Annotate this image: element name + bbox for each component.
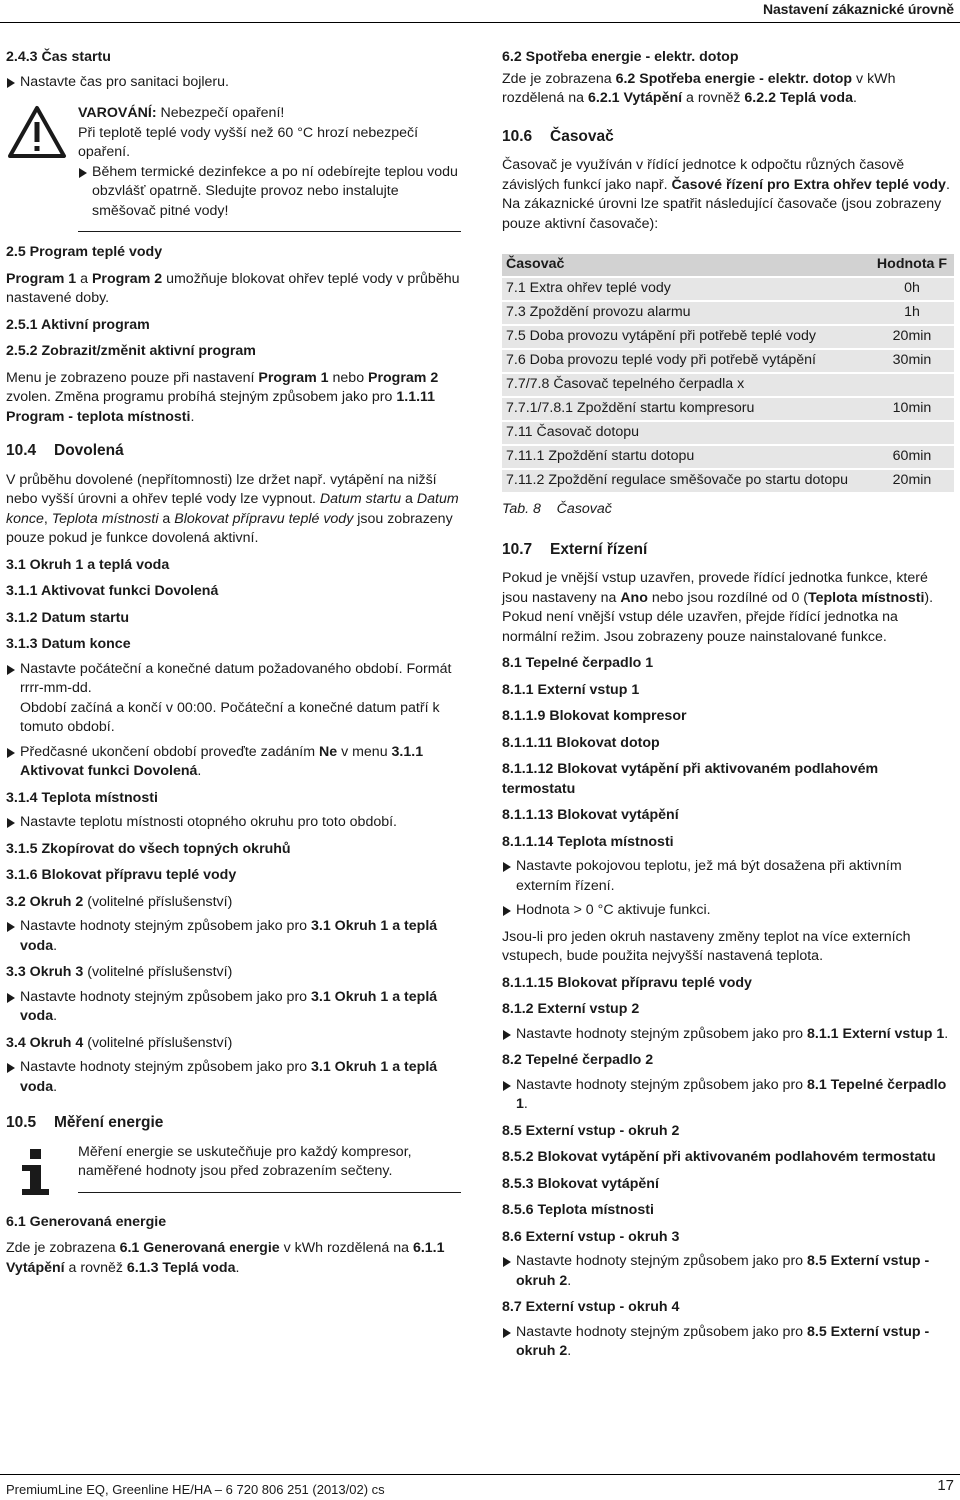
footer-page-number: 17 xyxy=(937,1477,954,1494)
timer-name-cell: 7.11 Časovač dotopu xyxy=(502,422,872,444)
bullet-same-3-4: Nastavte hodnoty stejným způsobem jako pro 3.1 Okruh 1 a teplá voda. xyxy=(6,1058,461,1097)
right-column xyxy=(502,48,954,1362)
timer-value-cell: 1h xyxy=(872,302,954,324)
page-header-title: Nastavení zákaznické úrovně xyxy=(762,1,954,17)
warning-notice xyxy=(6,104,461,232)
menu-8-1: 8.1 Tepelné čerpadlo 1 xyxy=(502,655,654,671)
table-header-cell: Hodnota F xyxy=(872,254,954,276)
menu-8-5-6: 8.5.6 Teplota místnosti xyxy=(502,1202,654,1218)
bullet-room-temp: Nastavte teplotu místnosti otopného okruhu pro toto období. xyxy=(6,813,461,833)
heading-2-4-3: 2.4.3 Čas startu xyxy=(6,49,111,65)
menu-3-1-1: 3.1.1 Aktivovat funkci Dovolená xyxy=(6,583,219,599)
heading-6-1: 6.1 Generovaná energie xyxy=(6,1213,167,1230)
table-row xyxy=(502,374,954,396)
table-row xyxy=(502,446,954,468)
heading-2-5: 2.5 Program teplé vody xyxy=(6,244,163,260)
timer-name-cell: 7.11.1 Zpoždění startu dotopu xyxy=(502,446,872,468)
info-text: Měření energie se uskutečňuje pro každý kompresor, naměřené hodnoty jsou před zobrazením sečteny. xyxy=(78,1143,412,1179)
menu-8-1-1-15: 8.1.1.15 Blokovat přípravu teplé vody xyxy=(502,974,752,991)
para-timer: Časovač je využíván v řídící jednotce k odpočtu různých časově závislých funkcí jako např. Časové řízení pro Extra ohřev teplé vody. Na zákaznické úrovni lze spatřit následující časovače (jsou zobrazeny pouze aktivní časovače): xyxy=(502,157,950,232)
section-10-7: 10.7 Externí řízení xyxy=(502,540,648,558)
heading-6-2: 6.2 Spotřeba energie - elektr. dotop xyxy=(502,49,739,65)
para-period: Období začíná a končí v 00:00. Počáteční a konečné datum patří k tomuto období. xyxy=(20,699,440,735)
bullet-same-3-2: Nastavte hodnoty stejným způsobem jako pro 3.1 Okruh 1 a teplá voda. xyxy=(6,917,461,956)
timer-name-cell: 7.7.1/7.8.1 Zpoždění startu kompresoru xyxy=(502,398,872,420)
info-icon xyxy=(6,1143,68,1201)
table-row xyxy=(502,398,954,420)
menu-8-1-1-9: 8.1.1.9 Blokovat kompresor xyxy=(502,708,687,724)
bullet-same-8-2: Nastavte hodnoty stejným způsobem jako pro 8.1 Tepelné čerpadlo 1. xyxy=(502,1076,954,1115)
menu-3-1-6: 3.1.6 Blokovat přípravu teplé vody xyxy=(6,867,237,883)
header-rule xyxy=(0,22,960,23)
para-active-program: Menu je zobrazeno pouze při nastavení Program 1 nebo Program 2 zvolen. Změna programu probíhá stejným způsobem jako pro 1.1.11 Program - teplota místnosti. xyxy=(6,369,439,425)
table-caption: Tab. 8 Časovač xyxy=(502,501,612,517)
menu-8-1-1-11: 8.1.1.11 Blokovat dotop xyxy=(502,734,660,751)
section-10-4: 10.4 Dovolená xyxy=(6,442,124,459)
warning-bullet: Během termické dezinfekce a po ní odebírejte teplou vodu obzvlášť opatrně. Sledujte provoz nebo instalujte směšovač pitné vody! xyxy=(78,163,461,222)
heading-2-5-1: 2.5.1 Aktivní program xyxy=(6,316,150,333)
table-row xyxy=(502,326,954,348)
left-column xyxy=(6,48,461,1278)
table-row xyxy=(502,350,954,372)
table-header-row xyxy=(502,254,954,276)
para-external: Pokud je vnější vstup uzavřen, provede řídící jednotka funkce, které jsou nastaveny na Ano nebo jsou rozdílné od 0 (Teplota místnosti). Pokud není vnější vstup déle uzavřen, přejde řídící jednotka na normální režim. Jsou zobrazeny pouze nainstalované funkce. xyxy=(502,570,934,645)
bullet-same-8-7: Nastavte hodnoty stejným způsobem jako pro 8.5 Externí vstup - okruh 2. xyxy=(502,1323,954,1362)
timer-value-cell: 0h xyxy=(872,278,954,300)
bullet-same-3-3: Nastavte hodnoty stejným způsobem jako pro 3.1 Okruh 1 a teplá voda. xyxy=(6,988,461,1027)
para-consumed-energy: Zde je zobrazena 6.2 Spotřeba energie - elektr. dotop v kWh rozdělená na 6.2.1 Vytápění a rovněž 6.2.2 Teplá voda. xyxy=(502,70,896,106)
timer-value-cell xyxy=(872,374,954,396)
timer-value-cell: 30min xyxy=(872,350,954,372)
menu-8-1-1-12: 8.1.1.12 Blokovat vytápění při aktivovaném podlahovém termostatu xyxy=(502,761,879,797)
para-program: Program 1 a Program 2 umožňuje blokovat ohřev teplé vody v průběhu nastavené doby. xyxy=(6,270,460,306)
table-header-cell: Časovač xyxy=(502,254,872,276)
menu-3-2: 3.2 Okruh 2 (volitelné příslušenství) xyxy=(6,893,233,910)
bullet-sanitation: Nastavte čas pro sanitaci bojleru. xyxy=(6,73,461,93)
bullet-same-8-1-2: Nastavte hodnoty stejným způsobem jako pro 8.1.1 Externí vstup 1. xyxy=(502,1025,954,1045)
bullet-room-temp-ext: Nastavte pokojovou teplotu, jež má být dosažena při aktivním externím řízení. xyxy=(502,857,954,896)
timer-value-cell: 20min xyxy=(872,470,954,492)
timer-name-cell: 7.3 Zpoždění provozu alarmu xyxy=(502,302,872,324)
menu-8-5-3: 8.5.3 Blokovat vytápění xyxy=(502,1175,659,1192)
menu-3-1-2: 3.1.2 Datum startu xyxy=(6,609,129,626)
menu-3-4: 3.4 Okruh 4 (volitelné příslušenství) xyxy=(6,1034,233,1051)
menu-8-1-2: 8.1.2 Externí vstup 2 xyxy=(502,1001,640,1017)
para-vacation: V průběhu dovolené (nepřítomnosti) lze držet např. vytápění na nižší nebo vyšší úrovni a ohřev teplé vody lze vypnout. Datum startu a Datum konce, Teplota místnosti a Blokovat přípravu teplé vody jsou zobrazeny pouze pokud je funkce dovolená aktivní. xyxy=(6,471,459,546)
menu-8-2: 8.2 Tepelné čerpadlo 2 xyxy=(502,1052,654,1068)
timer-name-cell: 7.5 Doba provozu vytápění při potřebě teplé vody xyxy=(502,326,872,348)
menu-3-1-4: 3.1.4 Teplota místnosti xyxy=(6,789,158,806)
menu-3-3: 3.3 Okruh 3 (volitelné příslušenství) xyxy=(6,964,233,980)
warning-text: Při teplotě teplé vody vyšší než 60 °C hrozí nebezpečí opaření. xyxy=(78,124,419,160)
table-row xyxy=(502,422,954,444)
timer-value-cell xyxy=(872,422,954,444)
section-10-5: 10.5 Měření energie xyxy=(6,1114,164,1131)
timer-table xyxy=(502,252,954,494)
timer-name-cell: 7.11.2 Zpoždění regulace směšovače po startu dotopu xyxy=(502,470,872,492)
timer-value-cell: 60min xyxy=(872,446,954,468)
menu-3-1-5: 3.1.5 Zkopírovat do všech topných okruhů xyxy=(6,840,291,857)
menu-8-5: 8.5 Externí vstup - okruh 2 xyxy=(502,1122,680,1139)
menu-8-7: 8.7 Externí vstup - okruh 4 xyxy=(502,1299,680,1315)
para-multiple-inputs: Jsou-li pro jeden okruh nastaveny změny teplot na více externích vstupech, bude použita nejvyšší nastavená teplota. xyxy=(502,928,911,964)
table-row xyxy=(502,278,954,300)
table-row xyxy=(502,302,954,324)
timer-name-cell: 7.7/7.8 Časovač tepelného čerpadla x xyxy=(502,374,872,396)
footer-document-id: PremiumLine EQ, Greenline HE/HA – 6 720 806 251 (2013/02) cs xyxy=(6,1482,385,1497)
table-row xyxy=(502,470,954,492)
timer-name-cell: 7.1 Extra ohřev teplé vody xyxy=(502,278,872,300)
info-notice xyxy=(6,1143,461,1193)
warning-label-rest: Nebezpečí opaření! xyxy=(156,105,285,121)
heading-2-5-2: 2.5.2 Zobrazit/změnit aktivní program xyxy=(6,343,256,359)
menu-8-5-2: 8.5.2 Blokovat vytápění při aktivovaném podlahovém termostatu xyxy=(502,1149,936,1165)
menu-3-1: 3.1 Okruh 1 a teplá voda xyxy=(6,556,170,573)
para-generated-energy: Zde je zobrazena 6.1 Generovaná energie v kWh rozdělená na 6.1.1 Vytápění a rovněž 6.1.3 Teplá voda. xyxy=(6,1240,445,1276)
footer-rule xyxy=(0,1474,960,1475)
menu-8-1-1-13: 8.1.1.13 Blokovat vytápění xyxy=(502,807,679,823)
timer-value-cell: 10min xyxy=(872,398,954,420)
warning-label: VAROVÁNÍ: xyxy=(78,105,157,121)
section-10-6: 10.6 Časovač xyxy=(502,127,614,145)
bullet-date-range: Nastavte počáteční a konečné datum požadovaného období. Formát rrrr-mm-dd. xyxy=(6,660,461,699)
bullet-same-8-6: Nastavte hodnoty stejným způsobem jako pro 8.5 Externí vstup - okruh 2. xyxy=(502,1252,954,1291)
bullet-early-end: Předčasné ukončení období proveďte zadáním Ne v menu 3.1.1 Aktivovat funkci Dovolená. xyxy=(6,743,461,782)
timer-value-cell: 20min xyxy=(872,326,954,348)
bullet-value-activates: Hodnota > 0 °C aktivuje funkci. xyxy=(502,901,954,921)
menu-8-1-1-14: 8.1.1.14 Teplota místnosti xyxy=(502,833,674,850)
warning-triangle-icon xyxy=(6,104,68,162)
menu-8-1-1: 8.1.1 Externí vstup 1 xyxy=(502,681,640,698)
menu-3-1-3: 3.1.3 Datum konce xyxy=(6,636,131,652)
menu-8-6: 8.6 Externí vstup - okruh 3 xyxy=(502,1228,680,1245)
timer-name-cell: 7.6 Doba provozu teplé vody při potřebě vytápění xyxy=(502,350,872,372)
